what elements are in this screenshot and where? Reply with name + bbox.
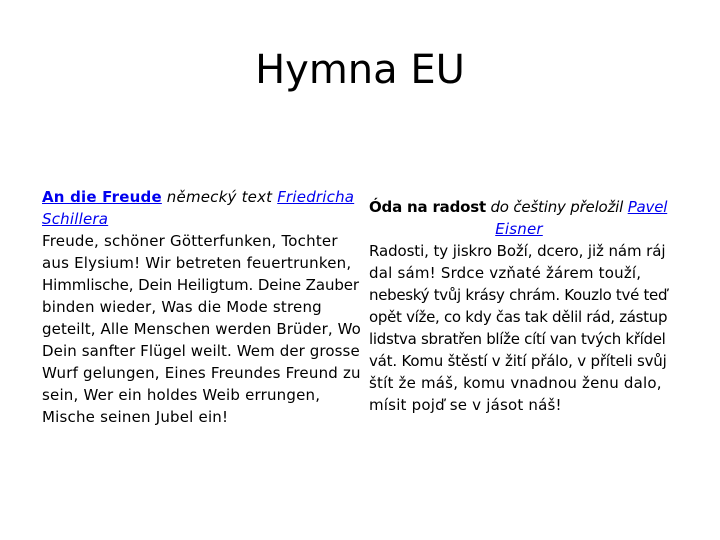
translation-line-7: štít že máš, komu vnadnou ženu dalo, (369, 374, 662, 392)
translator-link-part2[interactable]: Eisner (495, 220, 543, 238)
original-line-1: Freude, schöner Götterfunken, Tochter (42, 232, 338, 250)
slide-title: Hymna EU (255, 47, 465, 93)
original-line-3: Himmlische, Dein Heiligtum. Deine Zauber (42, 276, 359, 294)
original-line-7: Wurf gelungen, Eines Freundes Freund zu (42, 364, 361, 382)
translation-heading-line2 (369, 218, 669, 240)
translator-link-part1[interactable]: Pavel (627, 198, 668, 216)
translation-line-3: nebeský tvůj krásy chrám. Kouzlo tvé teď (369, 286, 668, 304)
translation-heading (369, 196, 669, 218)
translation-line-6: vát. Komu štěstí v žití přálo, v příteli svůj (369, 352, 667, 370)
translation-line-4: opět víže, co kdy čas tak dělil rád, zástup (369, 308, 668, 326)
original-line-2: aus Elysium! Wir betreten feuertrunken, (42, 254, 352, 272)
original-line-9: Mische seinen Jubel ein! (42, 408, 229, 426)
original-heading-prefix: německý text (161, 188, 278, 206)
oda-na-radost-title: Óda na radost (369, 198, 486, 216)
translation-line-1: Radosti, ty jiskro Boží, dcero, již nám ráj (369, 242, 666, 260)
original-line-8: sein, Wer ein holdes Weib errungen, (42, 386, 321, 404)
translation-heading-prefix: do češtiny přeložil (485, 198, 628, 216)
original-line-5: geteilt, Alle Menschen werden Brüder, Wo (42, 320, 361, 338)
translation-line-2: dal sám! Srdce vzňaté žárem touží, (369, 264, 642, 282)
original-line-6: Dein sanfter Flügel weilt. Wem der grosse (42, 342, 360, 360)
author-link-part1[interactable]: Friedricha (277, 188, 355, 206)
translation-column (369, 196, 669, 416)
author-link-part2[interactable]: Schillera (42, 210, 109, 228)
original-heading-line2 (42, 208, 362, 230)
an-die-freude-link[interactable]: An die Freude (42, 188, 162, 206)
original-text-column (42, 186, 362, 428)
original-heading (42, 186, 362, 208)
translation-line-5: lidstva sbratřen blíže cítí van tvých křídel (369, 330, 666, 348)
original-line-4: binden wieder, Was die Mode streng (42, 298, 322, 316)
translation-line-8: mísit pojď se v jásot náš! (369, 396, 562, 414)
